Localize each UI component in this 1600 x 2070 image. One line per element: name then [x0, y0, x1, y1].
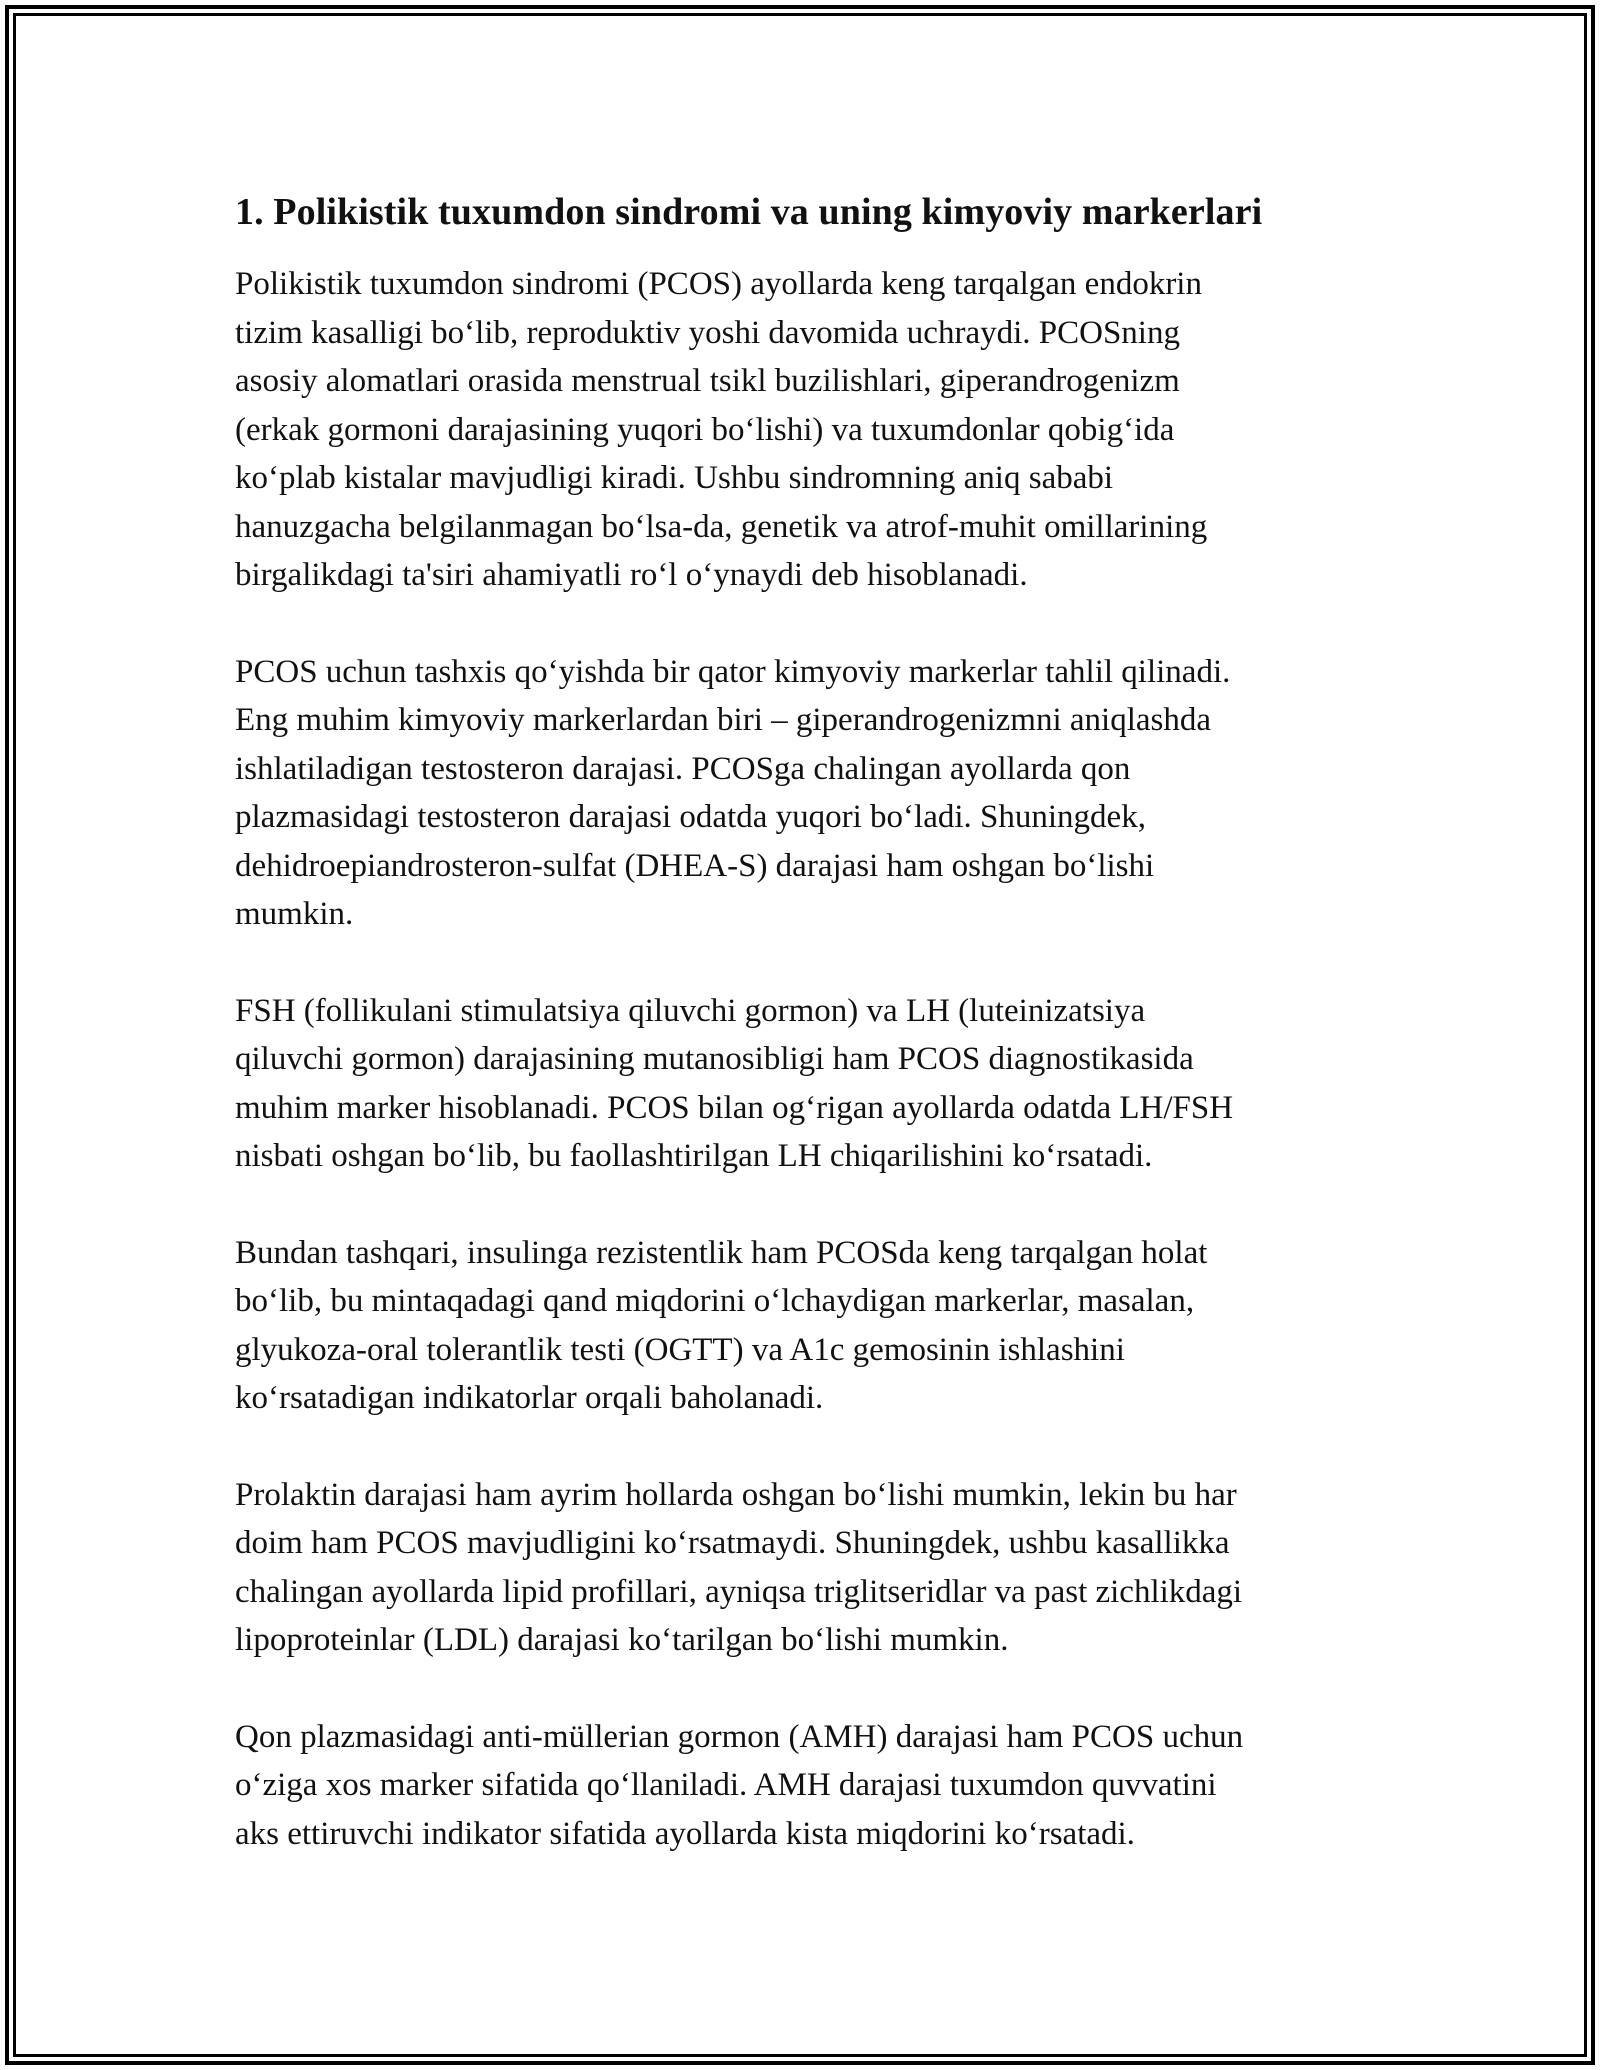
paragraph-line: PCOS uchun tashxis qoʻyishda bir qator kimyoviy markerlar tahlil qilinadi. [235, 653, 1231, 690]
paragraph-line: Polikistik tuxumdon sindromi (PCOS) ayollarda keng tarqalgan endokrin [235, 266, 1202, 302]
paragraph-line: lipoproteinlar (LDL) darajasi koʻtarilgan boʻlishi mumkin. [235, 1622, 1009, 1658]
paragraph-insulin [235, 1229, 1375, 1423]
paragraph-line: (erkak gormoni darajasining yuqori boʻlishi) va tuxumdonlar qobigʻida [235, 411, 1175, 448]
paragraph-line: koʻplab kistalar mavjudligi kiradi. Ushbu sindromning aniq sababi [235, 460, 1114, 496]
paragraph-amh [235, 1713, 1375, 1859]
paragraph-line: muhim marker hisoblanadi. PCOS bilan ogʻrigan ayollarda odatda LH/FSH [235, 1089, 1234, 1126]
paragraph-pcos-intro [235, 260, 1375, 600]
paragraph-line: dehidroepiandrosteron-sulfat (DHEA-S) darajasi ham oshgan boʻlishi [235, 847, 1155, 884]
paragraph-testosterone [235, 648, 1375, 939]
section-heading: 1. Polikistik tuxumdon sindromi va uning kimyoviy markerlari [235, 191, 1263, 233]
paragraph-line: FSH (follikulani stimulatsiya qiluvchi gormon) va LH (luteinizatsiya [235, 992, 1146, 1029]
paragraph-line: birgalikdagi ta'siri ahamiyatli roʻl oʻynaydi deb hisoblanadi. [235, 557, 1028, 593]
paragraph-line: qiluvchi gormon) darajasining mutanosibligi ham PCOS diagnostikasida [235, 1041, 1194, 1077]
paragraph-line: Prolaktin darajasi ham ayrim hollarda oshgan boʻlishi mumkin, lekin bu har [235, 1476, 1237, 1513]
document-body [235, 186, 1375, 1906]
paragraph-line: nisbati oshgan boʻlib, bu faollashtirilgan LH chiqarilishini koʻrsatadi. [235, 1138, 1153, 1174]
paragraph-line: hanuzgacha belgilanmagan boʻlsa-da, genetik va atrof-muhit omillarining [235, 508, 1208, 545]
paragraph-line: ishlatiladigan testosteron darajasi. PCOSga chalingan ayollarda qon [235, 750, 1131, 787]
paragraph-line: tizim kasalligi boʻlib, reproduktiv yoshi davomida uchraydi. PCOSning [235, 314, 1180, 351]
paragraph-line: doim ham PCOS mavjudligini koʻrsatmaydi. Shuningdek, ushbu kasallikka [235, 1525, 1230, 1561]
paragraph-prolactin [235, 1471, 1375, 1665]
paragraph-fsh-lh [235, 987, 1375, 1181]
paragraph-line: glyukoza-oral tolerantlik testi (OGTT) va A1c gemosinin ishlashini [235, 1331, 1125, 1368]
paragraph-line: Eng muhim kimyoviy markerlardan biri – giperandrogenizmni aniqlashda [235, 702, 1211, 738]
paragraph-line: oʻziga xos marker sifatida qoʻllaniladi. AMH darajasi tuxumdon quvvatini [235, 1767, 1217, 1803]
paragraph-line: Bundan tashqari, insulinga rezistentlik ham PCOSda keng tarqalgan holat [235, 1234, 1208, 1271]
paragraph-line: chalingan ayollarda lipid profillari, ayniqsa triglitseridlar va past zichlikdagi [235, 1573, 1243, 1610]
paragraph-line: aks ettiruvchi indikator sifatida ayollarda kista miqdorini koʻrsatadi. [235, 1815, 1135, 1852]
paragraph-line: asosiy alomatlari orasida menstrual tsikl buzilishlari, giperandrogenizm [235, 363, 1180, 399]
paragraph-line: boʻlib, bu mintaqadagi qand miqdorini oʻlchaydigan markerlar, masalan, [235, 1283, 1195, 1319]
paragraph-line: mumkin. [235, 896, 354, 932]
paragraph-line: plazmasidagi testosteron darajasi odatda yuqori boʻladi. Shuningdek, [235, 799, 1146, 835]
paragraph-line: koʻrsatadigan indikatorlar orqali baholanadi. [235, 1380, 824, 1416]
paragraph-line: Qon plazmasidagi anti-müllerian gormon (AMH) darajasi ham PCOS uchun [235, 1718, 1244, 1755]
